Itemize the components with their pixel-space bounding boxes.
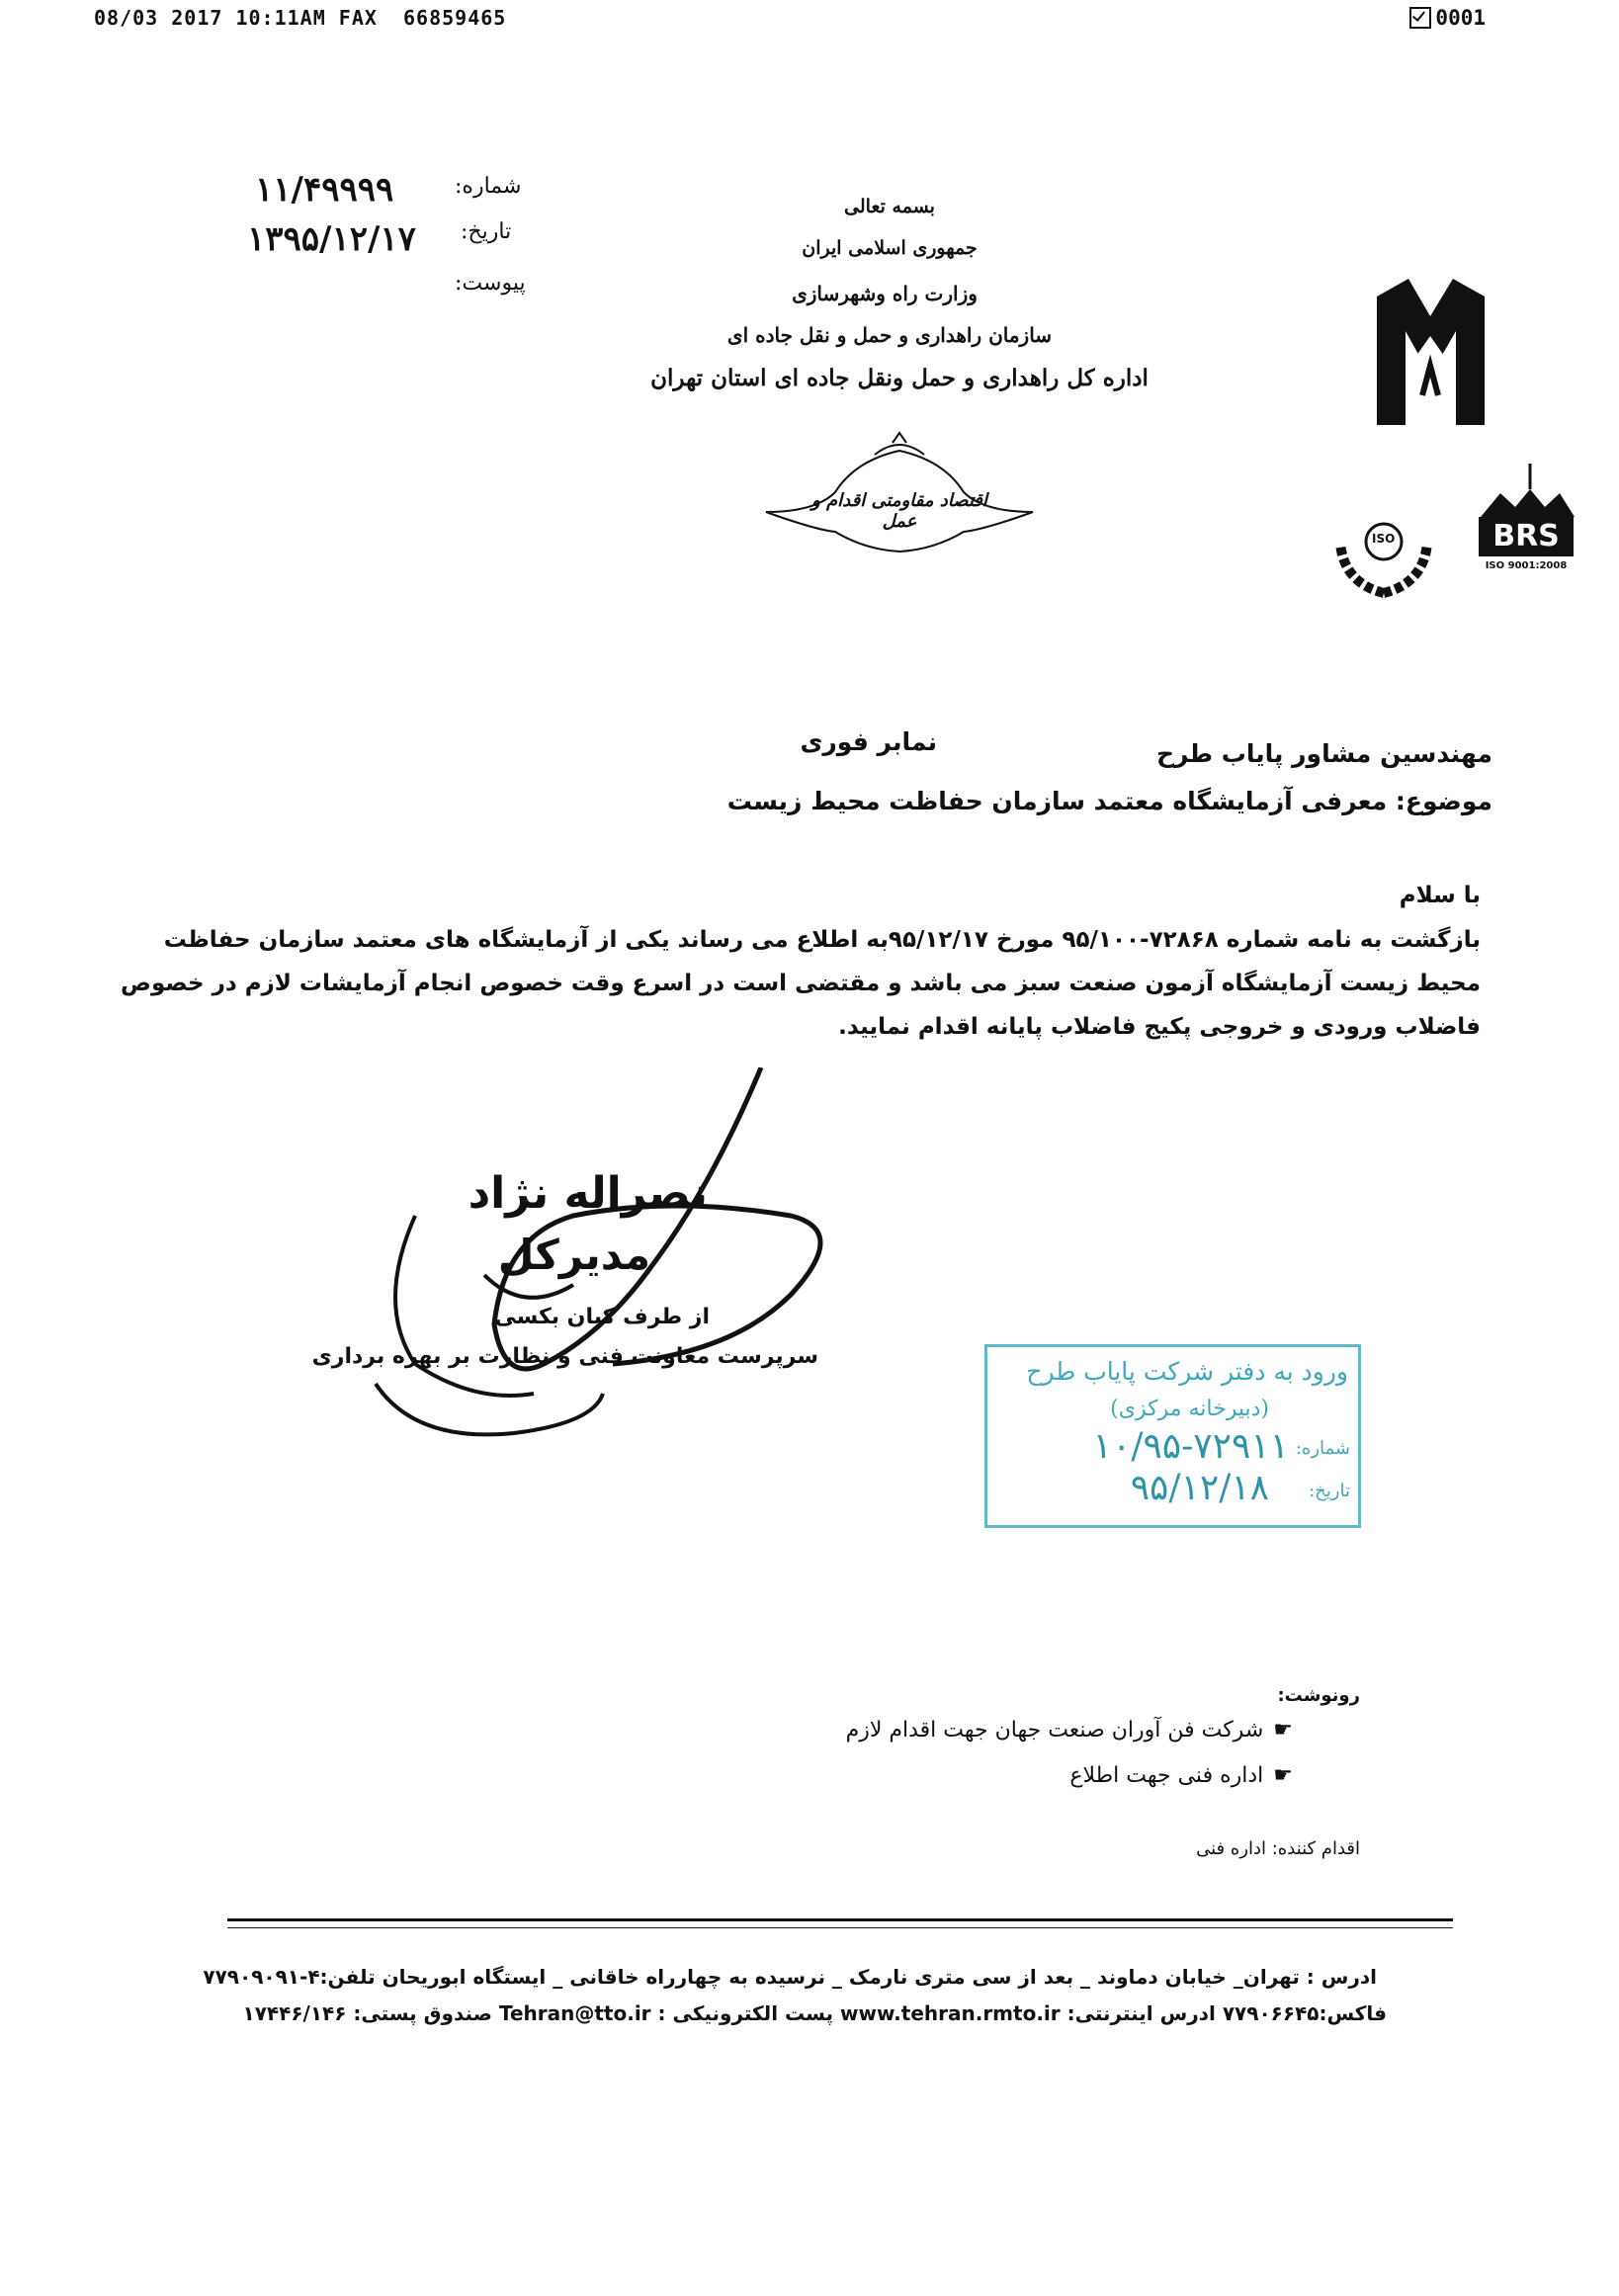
cc-item	[846, 1718, 1293, 1743]
date-label: تاریخ:	[461, 219, 512, 244]
stamp-number-value: ۱۰/۹۵-۷۲۹۱۱	[1092, 1426, 1289, 1467]
cc-item-text: اداره فنی جهت اطلاع	[1069, 1763, 1264, 1788]
organization-name: سازمان راهداری و حمل و نقل جاده ای	[726, 323, 1053, 347]
number-value: ۱۱/۴۹۹۹۹	[255, 170, 394, 210]
rmto-logo-icon	[1369, 277, 1492, 435]
greeting: با سلام	[1399, 883, 1481, 908]
signatory-title: مدیرکل	[497, 1231, 650, 1279]
iso-laurel-icon	[1334, 514, 1433, 598]
department-name: اداره کل راهداری و حمل ونقل جاده ای استان تهران	[650, 365, 1149, 391]
iso-badge-text: ISO	[1372, 532, 1396, 546]
action-by-label: اقدام کننده: اداره فنی	[1196, 1838, 1360, 1859]
slogan-cartouche	[756, 431, 1043, 555]
signatory-on-behalf: از طرف کیان بکسی	[494, 1305, 710, 1329]
rmto-logo	[1369, 277, 1492, 435]
basmala: بسمه تعالی	[844, 196, 935, 217]
stamp-date-value: ۹۵/۱۲/۱۸	[1130, 1468, 1269, 1508]
body-line-1: بازگشت به نامه شماره ۷۲۸۶۸-۹۵/۱۰۰ مورخ ۹۵/۱۲/۱۷به اطلاع می رساند یکی از آزمایشگاه های معتمد سازمان حفاظت	[163, 927, 1481, 953]
fax-page-indicator	[1409, 6, 1486, 30]
pointing-hand-icon: ☛	[1273, 1763, 1293, 1788]
fax-header-line: 08/03 2017 10:11AM FAX 66859465	[94, 6, 507, 30]
date-value: ۱۳۹۵/۱۲/۱۷	[247, 219, 416, 259]
attachment-label: پیوست:	[455, 271, 526, 296]
cc-label: رونوشت:	[1277, 1685, 1360, 1706]
stamp-number-label: شماره:	[1295, 1438, 1350, 1459]
number-label: شماره:	[455, 174, 522, 199]
recipient: مهندسین مشاور پایاب طرح	[1155, 739, 1492, 768]
ministry-name: وزارت راه وشهرسازی	[792, 282, 978, 305]
stamp-subtitle: (دبیرخانه مرکزی)	[1110, 1397, 1269, 1421]
stamp-date-label: تاریخ:	[1309, 1481, 1350, 1501]
signatory-name: نصراله نژاد	[468, 1168, 708, 1219]
footer-divider	[227, 1918, 1453, 1921]
footer-divider-thin	[227, 1927, 1453, 1928]
country-name: جمهوری اسلامی ایران	[802, 237, 978, 259]
pointing-hand-icon: ☛	[1273, 1718, 1293, 1743]
footer-address: ادرس : تهران_ خیابان دماوند _ بعد از سی متری نارمک _ نرسیده به چهارراه خاقانی _ ایستگاه ابوریحان تلفن:۴-۷۷۹۰۹۰۹۱	[203, 1965, 1377, 1989]
cc-item-text: شرکت فن آوران صنعت جهان جهت اقدام لازم	[845, 1718, 1264, 1743]
brs-standard-text: ISO 9001:2008	[1485, 560, 1568, 571]
subject-line: موضوع: معرفی آزمایشگاه معتمد سازمان حفاظت محیط زیست	[726, 787, 1492, 815]
stamp-title: ورود به دفتر شرکت پایاب طرح	[1026, 1357, 1348, 1386]
fax-page-number: 0001	[1435, 6, 1486, 30]
signatory-position: سرپرست معاونت فنی و نظارت بر بهره برداری	[311, 1344, 818, 1369]
body-line-2: محیط زیست آزمایشگاه آزمون صنعت سبز می باشد و مقتضی است در اسرع وقت خصوص انجام آزمایشات لازم در خصوص	[121, 971, 1481, 996]
iso-badge	[1334, 514, 1433, 598]
cc-item	[1069, 1763, 1293, 1788]
brs-crown-icon	[1471, 460, 1579, 519]
body-line-3: فاضلاب ورودی و خروجی پکیج فاضلاب پایانه اقدام نمایید.	[838, 1014, 1481, 1040]
footer-contact: فاکس:۷۷۹۰۶۶۴۵ ادرس اینترنتی: www.tehran.rmto.ir پست الکترونیکی : Tehran@tto.ir صندوق پستی: ۱۷۴۴۶/۱۴۶	[242, 2001, 1387, 2025]
brs-badge-text: BRS	[1479, 517, 1574, 556]
slogan-text: اقتصاد مقاومتی اقدام و عمل	[811, 490, 987, 532]
checkbox-icon	[1409, 7, 1431, 29]
urgency-label: نمابر فوری	[800, 727, 937, 756]
brs-badge	[1471, 460, 1579, 618]
receipt-stamp	[984, 1344, 1361, 1528]
